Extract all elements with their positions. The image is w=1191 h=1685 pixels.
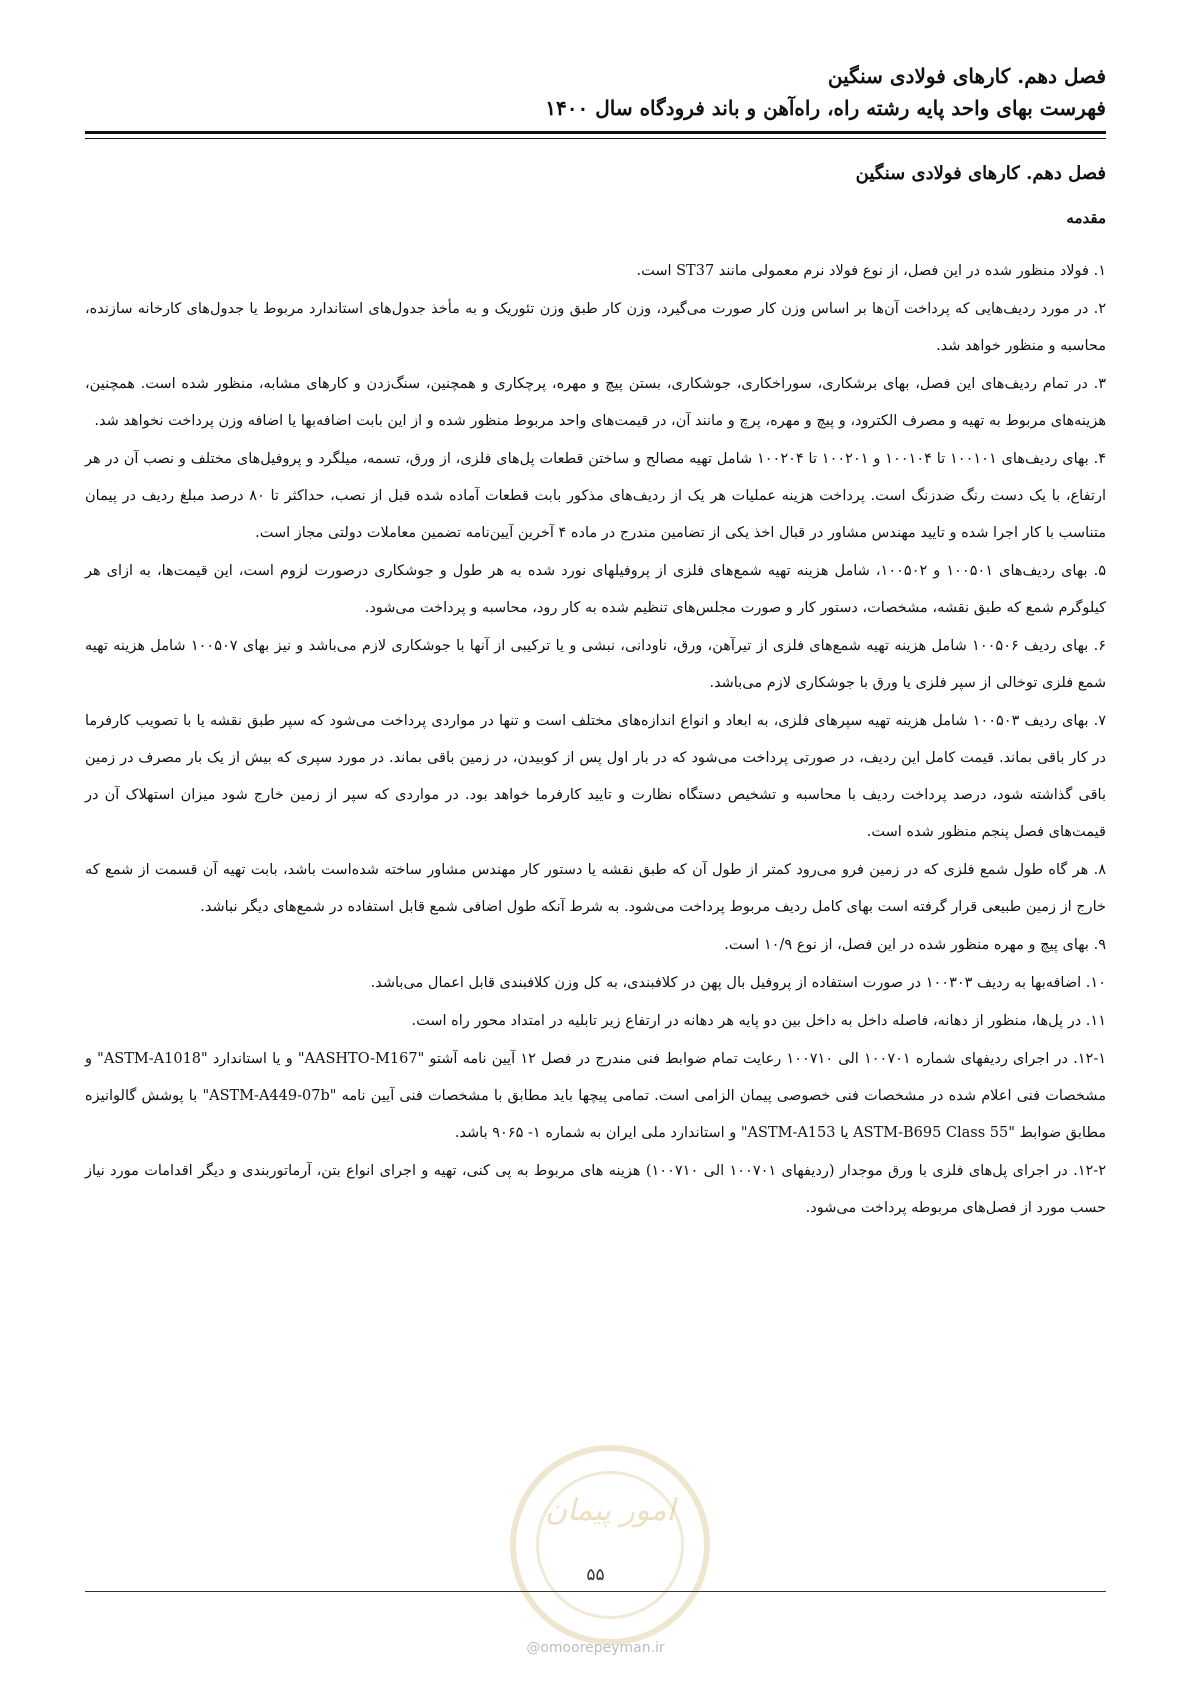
chapter-title: فصل دهم. کارهای فولادی سنگین (855, 163, 1106, 184)
paragraph-9: ۹. بهای پیچ و مهره منظور شده در این فصل، از نوع ۱۰/۹ است. (724, 937, 1106, 953)
stamp-logo (510, 1445, 710, 1645)
paragraph-4: ۴. بهای ردیف‌های ۱۰۰۱۰۱ تا ۱۰۰۱۰۴ و ۱۰۰۲۰۱ تا ۱۰۰۲۰۴ شامل تهیه مصالح و ساختن قطعات پل‌های فلزی، از ورق، تسمه، میلگرد و پروفیل‌های مختلف و نصب آن در هر ارتفاع، با یک دست رنگ ضدزنگ است. پرداخت هزینه عملیات هر یک از ردیف‌های مذکور بابت قطعات آماده شده قبل از نصب، حداکثر تا ۸۰ درصد مبلغ ردیف در پیمان متناسب با کار اجرا شده و تایید مهندس مشاور در قبال اخذ یکی از تضامین مندرج در ماده ۴ آخرین آیین‌نامه تضمین معاملات دولتی مجاز است. (85, 451, 1107, 541)
paragraph-8: ۸. هر گاه طول شمع فلزی که در زمین فرو می‌رود کمتر از طول آن که طبق نقشه یا دستور کار مهندس مشاور ساخته شده‌است باشد، بابت تهیه آن قسمت از شمع که خارج از زمین طبیعی قرار گرفته است بهای کامل ردیف مربوط پرداخت می‌شود. به شرط آنکه طول اضافی شمع قابل استفاده در شمع‌های دیگر نباشد. (85, 862, 1106, 915)
paragraph-2: ۲. در مورد ردیف‌هایی که پرداخت آن‌ها بر اساس وزن کار صورت می‌گیرد، وزن کار طبق وزن تئوریک و به مأخذ جدول‌های استاندارد مربوط یا جدول‌های کارخانه سازنده، محاسبه و منظور خواهد شد. (85, 301, 1106, 354)
paragraph-10: ۱۰. اضافه‌بها به ردیف ۱۰۰۳۰۳ در صورت استفاده از پروفیل بال پهن در کلافبندی، به کل وزن کلافبندی قابل اعمال می‌باشد. (370, 975, 1106, 991)
stamp-lettering: امور پیمان (545, 1493, 675, 1528)
footer-rule (85, 1591, 1106, 1592)
header-rule-thin (85, 138, 1106, 139)
paragraph-12-2: ۱۲-۲. در اجرای پل‌های فلزی با ورق موجدار (ردیفهای ۱۰۰۷۰۱ الی ۱۰۰۷۱۰) هزینه های مربوط به پی کنی، تهیه و اجرای انواع بتن، آرماتوربندی و دیگر اقدامات مورد نیاز حسب مورد از فصل‌های مربوطه پرداخت می‌شود. (85, 1163, 1106, 1216)
page-header (85, 60, 1106, 124)
page-number: ۵۵ (586, 1565, 605, 1585)
paragraph-5: ۵. بهای ردیف‌های ۱۰۰۵۰۱ و ۱۰۰۵۰۲، شامل هزینه تهیه شمع‌های فلزی از پروفیلهای نورد شده به هر طول و جوشکاری درصورت لزوم است، این قیمت‌ها، به ازای هر کیلوگرم شمع که طبق نقشه، مشخصات، دستور کار و صورت مجلس‌های تنظیم شده به کار رود، محاسبه و پرداخت می‌شود. (85, 563, 1106, 616)
section-heading-intro: مقدمه (1066, 209, 1106, 227)
paragraph-3: ۳. در تمام ردیف‌های این فصل، بهای برشکاری، سوراخکاری، جوشکاری، بستن پیچ و مهره، پرچکاری و همچنین، سنگ‌زدن و کارهای مشابه، منظور شده است. همچنین، هزینه‌های مربوط به تهیه و مصرف الکترود، و پیچ و مهره، پرچ و مانند آن، در قیمت‌های واحد مربوط منظور شده و از این بابت اضافه‌بها یا اضافه وزن پرداخت نخواهد شد. (85, 376, 1106, 429)
paragraph-12-1: ۱۲-۱. در اجرای ردیفهای شماره ۱۰۰۷۰۱ الی ۱۰۰۷۱۰ رعایت تمام ضوابط فنی مندرج در فصل ۱۲ آیین نامه آشتو "AASHTO-M167" و یا استاندارد "ASTM-A1018" و مشخصات فنی اعلام شده در مشخصات فنی خصوصی پیمان الزامی است. تمامی پیچها باید مطابق با مشخصات فنی آیین نامه "ASTM-A449-07b" با پوشش گالوانیزه مطابق ضوابط "ASTM-B695 Class 55 یا ASTM-A153" و استاندارد ملی ایران به شماره ۱- ۹۰۶۵ باشد. (85, 1051, 1107, 1141)
paragraph-11: ۱۱. در پل‌ها، منظور از دهانه، فاصله داخل به داخل بین دو پایه هر دهانه در ارتفاع زیر تابلیه در امتداد محور راه است. (411, 1013, 1106, 1029)
page-body (85, 160, 1106, 1227)
paragraph-7: ۷. بهای ردیف ۱۰۰۵۰۳ شامل هزینه تهیه سپرهای فلزی، به ابعاد و انواع اندازه‌های مختلف است و تنها در مواردی پرداخت می‌شود که سپر طبق نقشه یا با تصویب کارفرما در کار باقی بماند. قیمت کامل این ردیف، در صورتی پرداخت می‌شود که در بار اول پس از کوبیدن، در زمین باقی بماند. در مورد سپری که بیش از یک بار مصرف در زمین باقی گذاشته شود، درصد پرداخت ردیف با محاسبه و تشخیص دستگاه نظارت و تایید کارفرما خواهد بود. در مواردی که سپر از زمین خارج شود میزان استهلاک آن در قیمت‌های فصل پنجم منظور شده است. (85, 713, 1106, 840)
paragraph-1: ۱. فولاد منظور شده در این فصل، از نوع فولاد نرم معمولی مانند ST37 است. (636, 263, 1106, 279)
watermark-text: @omoorepeyman.ir (526, 1640, 665, 1656)
header-price-list-title: فهرست بهای واحد پایه رشته راه، راه‌آهن و باند فرودگاه سال ۱۴۰۰ (545, 96, 1106, 120)
header-chapter-title: فصل دهم. کارهای فولادی سنگین (827, 64, 1106, 88)
header-rule-thick (85, 131, 1106, 134)
paragraph-6: ۶. بهای ردیف ۱۰۰۵۰۶ شامل هزینه تهیه شمع‌های فلزی از تیرآهن، ورق، ناودانی، نبشی و یا ترکیبی از آنها با جوشکاری لازم می‌باشد و نیز بهای ۱۰۰۵۰۷ شامل هزینه تهیه شمع فلزی توخالی از سپر فلزی یا ورق با جوشکاری لازم می‌باشد. (85, 638, 1106, 691)
